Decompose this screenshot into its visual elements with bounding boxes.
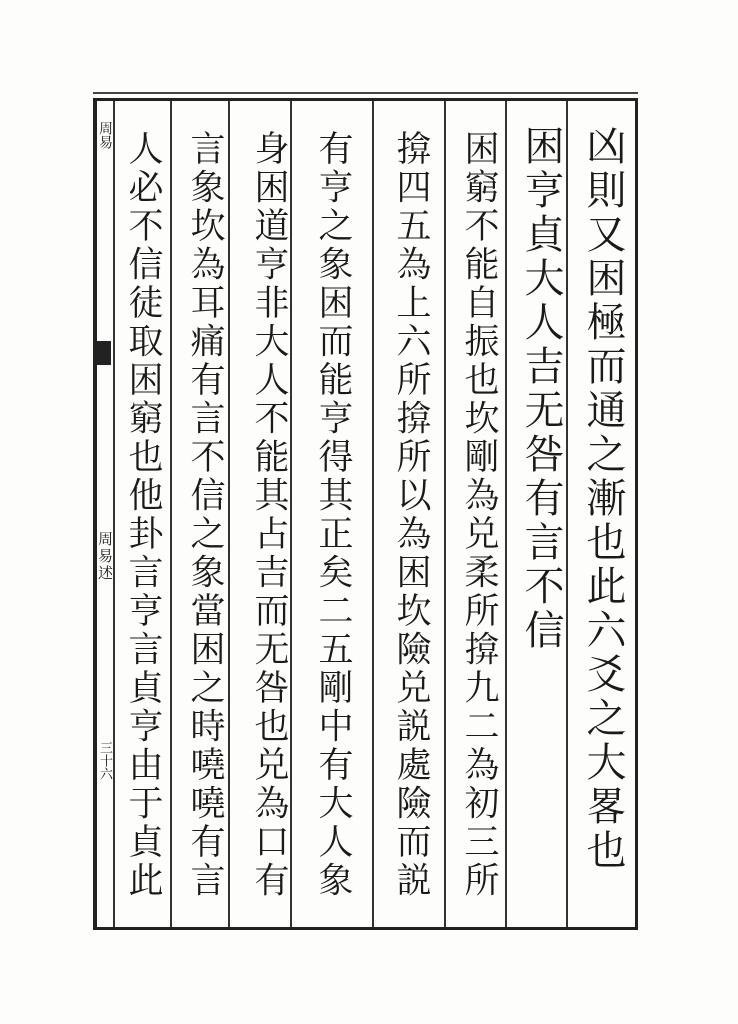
fold-top-chars: 周易 [97,121,113,149]
column-divider [566,101,568,927]
fold-black-block [97,341,111,365]
fold-book-title: 周易述 [96,531,114,582]
fold-page-number: 三十六 [97,741,112,780]
center-fold-strip [93,101,115,927]
column-divider [444,101,446,927]
text-column-8: 人必不信徒取困窮也他卦言亨言貞亨由于貞此 [123,130,163,900]
text-column-6: 身困道亨非大人不能其占吉而无咎也兑為口有 [249,130,289,900]
column-divider [372,101,374,927]
text-column-5: 有亨之象困而能亨得其正矣二五剛中有大人象 [313,130,353,900]
column-divider [505,101,507,927]
text-column-4: 揜四五為上六所揜所以為困坎險兑説處險而説 [391,130,431,900]
top-rule [93,92,638,94]
text-column-7: 言象坎為耳痛有言不信之象當困之時嘵嘵有言 [185,130,225,900]
text-column-3: 困窮不能自振也坎剛為兑柔所揜九二為初三所 [459,130,499,900]
text-column-2: 困亨貞大人吉无咎有言不信 [518,125,564,653]
column-divider [228,101,230,927]
column-divider [170,101,172,927]
text-column-1: 凶則又困極而通之漸也此六爻之大畧也 [580,125,626,873]
